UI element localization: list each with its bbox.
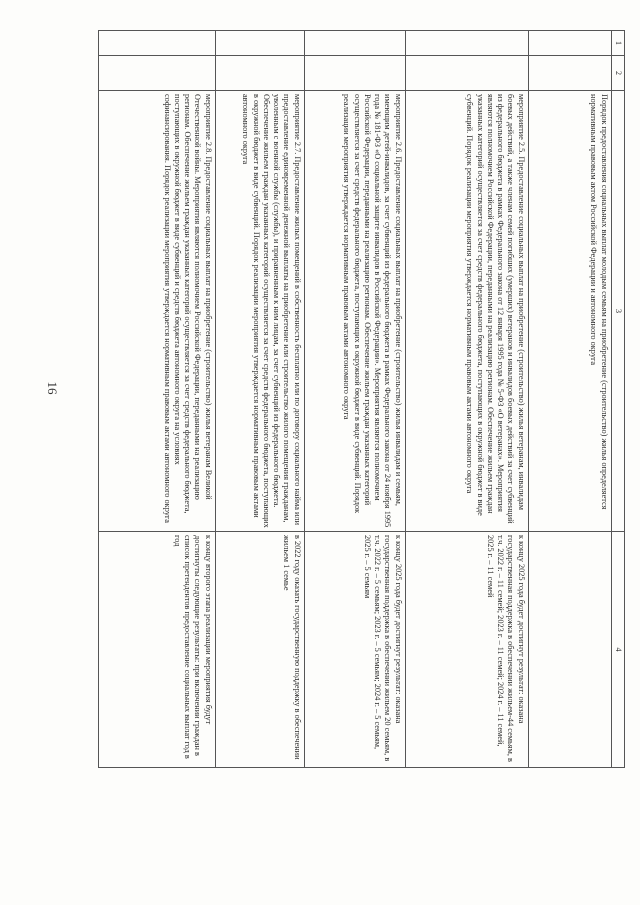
measure-result: к концу второго этапа реализации мероприятия будут достигнуты следующие результаты: при включении граждан в список претендентов предоставление социальных выплат год в год <box>98 532 215 768</box>
row-cell-col-2 <box>215 56 304 91</box>
measure-result <box>528 532 611 768</box>
measure-description: мероприятие 2.6. Предоставление социальных выплат на приобретение (строительство) жилья инвалидам и семьям, имеющим детей-инвалидов, за счет субвенций из федерального бюджета в рамках Федерального закона от 24 ноября 1995 года № 181-ФЗ «О социальной защите инвалидов в Российской Федерации». Мероприятия являются полномочием Российской Федерации, переданными на реализацию регионам. Обеспечение жильем граждан указанных категорий осуществляется за счет средств федерального бюджета, поступающих в окружной бюджет в виде субвенций. Порядок реализации мероприятия утверждается нормативным правовым актами автономного округа <box>304 91 405 532</box>
measure-result: в 2022 году оказать государственную поддержку в обеспечении жильем 1 семье <box>215 532 304 768</box>
table-row <box>215 31 304 768</box>
program-measures-table <box>98 30 625 768</box>
header-col-4: 4 <box>611 532 624 768</box>
row-cell-col-1 <box>98 31 215 56</box>
table-row <box>304 31 405 768</box>
measure-result: к концу 2025 года будет достигнут результат: оказана государственная поддержка в обеспечении жильем 20 семьям, в т.ч. 2022 г. – 5 семьям; 2023 г. – 5 семьям; 2024 г. – 5 семьям, 2025 г. – 5 семьям <box>304 532 405 768</box>
measure-description: мероприятие 2.8. Предоставление социальных выплат на приобретение (строительство) жилья ветеранам Великой Отечественной войны. Мероприятия являются полномочием Российской Федерации, переданными на реализацию регионам. Обеспечение жильем граждан указанных категорий осуществляется за счет средств федерального бюджета, поступающих в окружной бюджет в виде субвенций и средств бюджета автономного округа на условиях софинансирования. Порядок реализации мероприятия утверждается нормативным правовым актами автономного округа <box>98 91 215 532</box>
row-cell-col-2 <box>98 56 215 91</box>
page-number: 16 <box>45 381 60 395</box>
table-header-row <box>611 31 624 768</box>
row-cell-col-1 <box>528 31 611 56</box>
measure-description: Порядок предоставления социальных выплат молодым семьям на приобретение (строительство) жилья определяется нормативным правовым актом Российской Федерации и автономного округа <box>528 91 611 532</box>
rotated-table-container <box>100 30 625 762</box>
table-row <box>98 31 215 768</box>
row-cell-col-1 <box>215 31 304 56</box>
header-col-2: 2 <box>611 56 624 91</box>
row-cell-col-2 <box>304 56 405 91</box>
measure-description: мероприятие 2.7. Предоставление жилых помещений в собственность бесплатно или по договору социального найма или предоставление единовременной денежной выплаты на приобретение или строительство жилого помещения гражданам, уволенным с военной службы (службы), и приравненным к ним лицам, за счет субвенций из федерального бюджета. Обеспечение жильем граждан указанных категорий осуществляется за счет средств федерального бюджета, поступающих в окружной бюджет в виде субвенций. Порядок реализации мероприятия утверждается нормативным правовым актами автономного округа <box>215 91 304 532</box>
table-row <box>528 31 611 768</box>
row-cell-col-2 <box>405 56 528 91</box>
header-col-1: 1 <box>611 31 624 56</box>
row-cell-col-2 <box>528 56 611 91</box>
header-col-3: 3 <box>611 91 624 532</box>
measure-result: к концу 2025 года будет достигнут результат: оказана государственная поддержка в обеспечении жильем-44 семьям, в т.ч. 2022 г. – 11 семей; 2023 г. – 11 семей; 2024 г. – 11 семей, 2025 г. – 11 семей <box>405 532 528 768</box>
row-cell-col-1 <box>405 31 528 56</box>
row-cell-col-1 <box>304 31 405 56</box>
table-row <box>405 31 528 768</box>
measure-description: мероприятие 2.5. Предоставление социальных выплат на приобретение (строительство) жилья ветеранам, инвалидам боевых действий, а также членам семей погибших (умерших) ветеранов и инвалидов боевых действий за счет субвенций из федерального бюджета в рамках Федерального закона от 12 января 1995 года № 5-ФЗ «О ветеранах». Мероприятия являются полномочием Российской Федерации, переданными на реализацию регионам. Обеспечение жильем граждан указанных категорий осуществляется за счет средств федерального бюджета, поступающих в окружной бюджет в виде субвенций. Порядок реализации мероприятия утверждается нормативным правовым актами автономного округа <box>405 91 528 532</box>
